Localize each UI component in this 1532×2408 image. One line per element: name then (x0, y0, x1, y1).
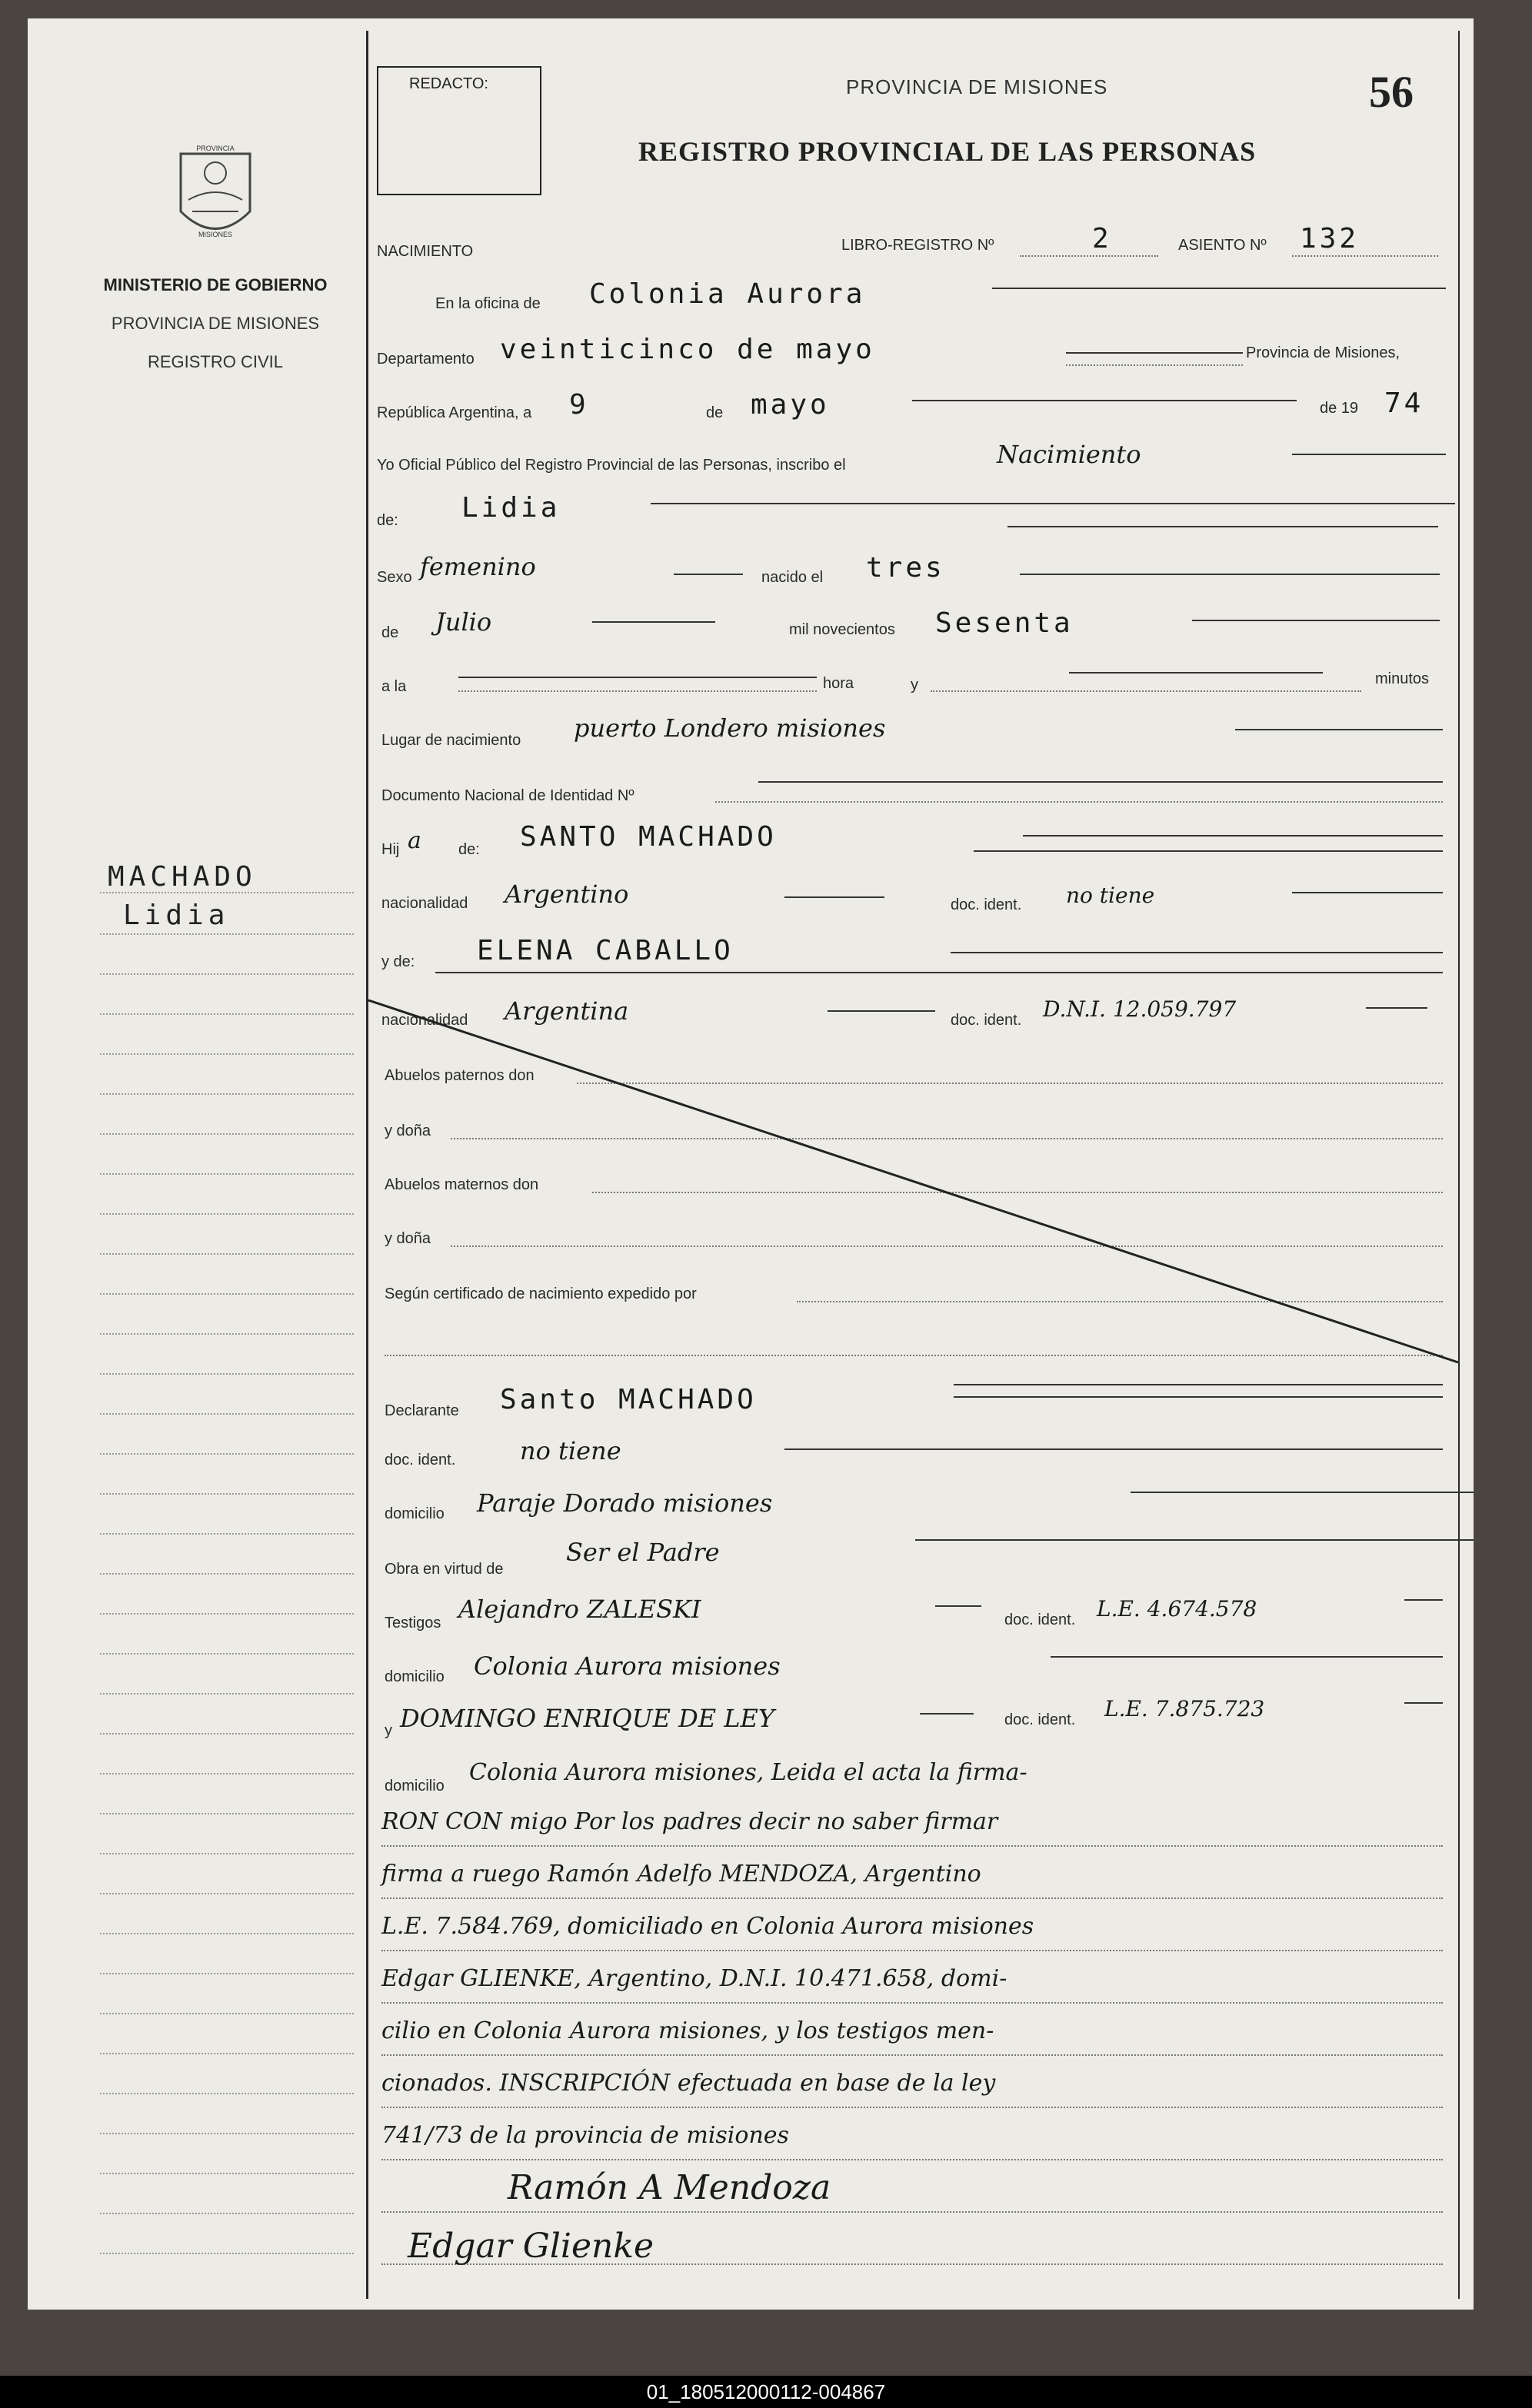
doct2-label: doc. ident. (1004, 1711, 1076, 1728)
domdec-line (1131, 1492, 1474, 1493)
nacimiento-label: NACIMIENTO (377, 243, 474, 260)
image-id-footer: 01_180512000112-004867 (0, 2376, 1532, 2408)
republica-label: República Argentina, a (377, 404, 532, 421)
margin-rule (100, 1373, 354, 1375)
note-rule (381, 2002, 1443, 2004)
note-line: 741/73 de la provincia de misiones (381, 2122, 789, 2149)
nac2-label: nacionalidad (381, 1012, 468, 1029)
doc1-label: doc. ident. (951, 896, 1022, 913)
margin-rule (100, 1053, 354, 1055)
obra-label: Obra en virtud de (385, 1561, 504, 1578)
minutos-line (1069, 672, 1323, 674)
margin-firstname: Lidia (123, 900, 230, 931)
margin-rule (100, 1653, 354, 1655)
nac1-value: Argentino (505, 880, 629, 909)
mes-line (912, 400, 1297, 401)
abuelos-maternos-label: Abuelos maternos don (385, 1176, 539, 1193)
doc2-label: doc. ident. (951, 1012, 1022, 1029)
padre-line (1023, 835, 1443, 836)
margin-rule (100, 1773, 354, 1774)
departamento-line (1066, 352, 1243, 354)
testigos-label: Testigos (385, 1615, 441, 1631)
abuelos-paternos-label: Abuelos paternos don (385, 1067, 535, 1084)
madre-line2 (435, 972, 1443, 973)
margin-rule (100, 2173, 354, 2174)
lugar-value: puerto Londero misiones (574, 713, 886, 743)
anio-label: de 19 (1320, 400, 1359, 417)
asiento-value: 132 (1300, 223, 1360, 254)
margin-rule (100, 1173, 354, 1175)
doct1-line (1404, 1599, 1443, 1601)
dni-label: Documento Nacional de Identidad Nº (381, 787, 634, 804)
margin-rule (100, 1493, 354, 1495)
note-rule (381, 2054, 1443, 2056)
nombre-line (651, 503, 1455, 504)
lugar-label: Lugar de nacimiento (381, 732, 521, 749)
y-label: y (911, 677, 918, 693)
note-rule (381, 1897, 1443, 1899)
anio-nacimiento-line (1192, 620, 1440, 621)
nacido-line (1020, 574, 1440, 575)
margin-rule (100, 1133, 354, 1135)
margin-rule (100, 2093, 354, 2094)
margin-rule (100, 2053, 354, 2054)
signature-glienke: Edgar Glienke (408, 2227, 654, 2266)
sexo-value: femenino (420, 552, 536, 581)
nombre-value: Lidia (461, 492, 561, 524)
libro-value: 2 (1092, 223, 1112, 254)
mes-nacimiento-line (592, 621, 715, 623)
province-heading: PROVINCIA DE MISIONES (846, 75, 1108, 98)
doct1-value: L.E. 4.674.578 (1097, 1596, 1257, 1621)
doc1-line (1292, 892, 1443, 893)
nac1-label: nacionalidad (381, 895, 468, 912)
madre-value: ELENA CABALLO (477, 935, 734, 966)
ministry-province: PROVINCIA DE MISIONES (111, 314, 320, 333)
signature-mendoza: Ramón A Mendoza (508, 2168, 831, 2207)
nacido-value: tres (866, 552, 945, 584)
declarante-line (954, 1384, 1443, 1385)
madre-line (951, 952, 1443, 953)
docdec-label: doc. ident. (385, 1452, 456, 1468)
minutos-label: minutos (1375, 670, 1430, 687)
margin-rule (100, 1693, 354, 1695)
margin-rule (100, 1453, 354, 1455)
oficina-label: En la oficina de (435, 295, 541, 312)
redacto-label: REDACTO: (409, 75, 488, 92)
hora-label: hora (823, 675, 854, 692)
doct2-value: L.E. 7.875.723 (1104, 1696, 1265, 1721)
margin-rule (100, 1293, 354, 1295)
mes-nacimiento-value: Julio (435, 607, 492, 637)
obra-value: Ser el Padre (566, 1538, 720, 1567)
certificado-label: Según certificado de nacimiento expedido por (385, 1285, 697, 1302)
redacto-box (377, 66, 541, 195)
margin-rule (100, 1813, 354, 1814)
margin-rule (100, 1573, 354, 1575)
margin-surname: MACHADO (108, 861, 257, 893)
asiento-line (1292, 255, 1438, 257)
testigo1-value: Alejandro ZALESKI (458, 1595, 701, 1624)
de2-label: de (381, 624, 399, 641)
margin-rule (100, 1333, 354, 1335)
note-rule (381, 2107, 1443, 2108)
margin-rule (100, 1973, 354, 1974)
margin-rule (100, 1413, 354, 1415)
margin-rule (100, 1853, 354, 1854)
margin-rule (100, 1533, 354, 1535)
docdec-value: no tiene (520, 1436, 621, 1465)
note-line: cilio en Colonia Aurora misiones, y los testigos men- (381, 2017, 994, 2044)
dni-dotted (715, 801, 1443, 803)
domdec-value: Paraje Dorado misiones (477, 1488, 773, 1518)
note-line: cionados. INSCRIPCIÓN efectuada en base de la ley (381, 2070, 996, 2097)
obra-line (915, 1539, 1474, 1541)
hora-dotted (458, 690, 817, 692)
note-rule (381, 2159, 1443, 2160)
emblem-top-text: PROVINCIA (196, 145, 235, 152)
margin-rule (100, 2253, 354, 2254)
hijo-label-prefix: Hij (381, 841, 400, 858)
note-line: L.E. 7.584.769, domiciliado en Colonia Aurora misiones (381, 1913, 1034, 1940)
doct2-line (1404, 1702, 1443, 1704)
hora-line (458, 677, 817, 678)
doc2-value: D.N.I. 12.059.797 (1043, 996, 1237, 1022)
domt2-label: domicilio (385, 1778, 445, 1794)
note-line: Edgar GLIENKE, Argentino, D.N.I. 10.471.658, domi- (381, 1965, 1007, 1992)
page-number: 56 (1369, 67, 1414, 117)
doc1-value: no tiene (1066, 883, 1155, 908)
docdec-line (784, 1448, 1443, 1450)
padre-value: SANTO MACHADO (520, 821, 777, 853)
sexo-label: Sexo (377, 569, 412, 586)
margin-rule (100, 1093, 354, 1095)
testigo2-line (920, 1713, 974, 1715)
hijo-label: de: (458, 841, 480, 858)
departamento-label: Departamento (377, 351, 475, 368)
province-emblem-icon (169, 138, 261, 254)
hijo-label-suffix: a (408, 827, 421, 854)
domt2-value: Colonia Aurora misiones, Leida el acta la firma- (469, 1759, 1027, 1786)
lugar-line (1235, 729, 1443, 730)
anio-value: 74 (1384, 387, 1424, 419)
nombre-label: de: (377, 512, 398, 529)
domt1-value: Colonia Aurora misiones (474, 1651, 781, 1681)
emblem-bottom-text: MISIONES (198, 231, 233, 238)
testigo2-value: DOMINGO ENRIQUE DE LEY (400, 1704, 775, 1733)
asiento-label: ASIENTO Nº (1178, 237, 1267, 254)
domt1-label: domicilio (385, 1668, 445, 1685)
declarante-value: Santo MACHADO (500, 1384, 757, 1415)
declarante-label: Declarante (385, 1402, 459, 1419)
padre-line2 (974, 850, 1443, 852)
ydona2-label: y doña (385, 1230, 431, 1247)
ydona1-label: y doña (385, 1123, 431, 1139)
minutos-dotted (931, 690, 1361, 692)
note-rule (381, 1845, 1443, 1847)
margin-rule (100, 1613, 354, 1615)
margin-rule (100, 892, 354, 893)
margin-rule (100, 2013, 354, 2014)
nacido-label: nacido el (761, 569, 824, 586)
margin-rule (100, 1933, 354, 1934)
doct1-label: doc. ident. (1004, 1611, 1076, 1628)
margin-rule (100, 1213, 354, 1215)
anio-nacimiento-value: Sesenta (935, 607, 1074, 639)
ministry-registry: REGISTRO CIVIL (147, 352, 284, 371)
sexo-line (674, 574, 743, 575)
margin-rule (100, 1893, 354, 1894)
margin-rule (100, 973, 354, 975)
note-line: RON CON migo Por los padres decir no saber firmar (381, 1808, 998, 1835)
dia-value: 9 (569, 389, 589, 421)
margin-rule (100, 1733, 354, 1734)
margin-rule (100, 933, 354, 935)
oficial-value: Nacimiento (997, 440, 1141, 469)
a-la-label: a la (381, 678, 407, 695)
declarante-line2 (954, 1396, 1443, 1398)
libro-label: LIBRO-REGISTRO Nº (841, 237, 994, 254)
dni-line (758, 781, 1443, 783)
note-rule (381, 2211, 1443, 2213)
margin-rule (100, 2213, 354, 2214)
provincia-label: Provincia de Misiones, (1246, 344, 1400, 361)
oficina-line (992, 288, 1446, 289)
note-line: firma a ruego Ramón Adelfo MENDOZA, Argentino (381, 1861, 981, 1887)
nac2-value: Argentina (505, 996, 629, 1026)
margin-rule (100, 1253, 354, 1255)
margin-rule (100, 1013, 354, 1015)
ministry-title: MINISTERIO DE GOBIERNO (103, 275, 328, 294)
nac1-line (784, 896, 884, 898)
libro-line (1020, 255, 1158, 257)
registry-title: REGISTRO PROVINCIAL DE LAS PERSONAS (638, 136, 1257, 167)
domdec-label: domicilio (385, 1505, 445, 1522)
departamento-value: veinticinco de mayo (500, 334, 875, 365)
note-rule (381, 1950, 1443, 1951)
strike-out-line (366, 999, 1474, 1376)
departamento-dotted (1066, 364, 1243, 366)
y2-label: y (385, 1722, 392, 1739)
oficial-label: Yo Oficial Público del Registro Provincial de las Personas, inscribo el (377, 457, 846, 474)
domt1-line (1051, 1656, 1443, 1658)
oficial-line (1292, 454, 1446, 455)
mil-label: mil novecientos (789, 621, 895, 638)
nombre-line2 (1007, 526, 1438, 527)
yde-label: y de: (381, 953, 415, 970)
margin-rule (100, 2133, 354, 2134)
mes-value: mayo (751, 389, 830, 421)
de-label: de (706, 404, 724, 421)
oficina-value: Colonia Aurora (589, 278, 866, 310)
testigo1-line (935, 1605, 981, 1607)
